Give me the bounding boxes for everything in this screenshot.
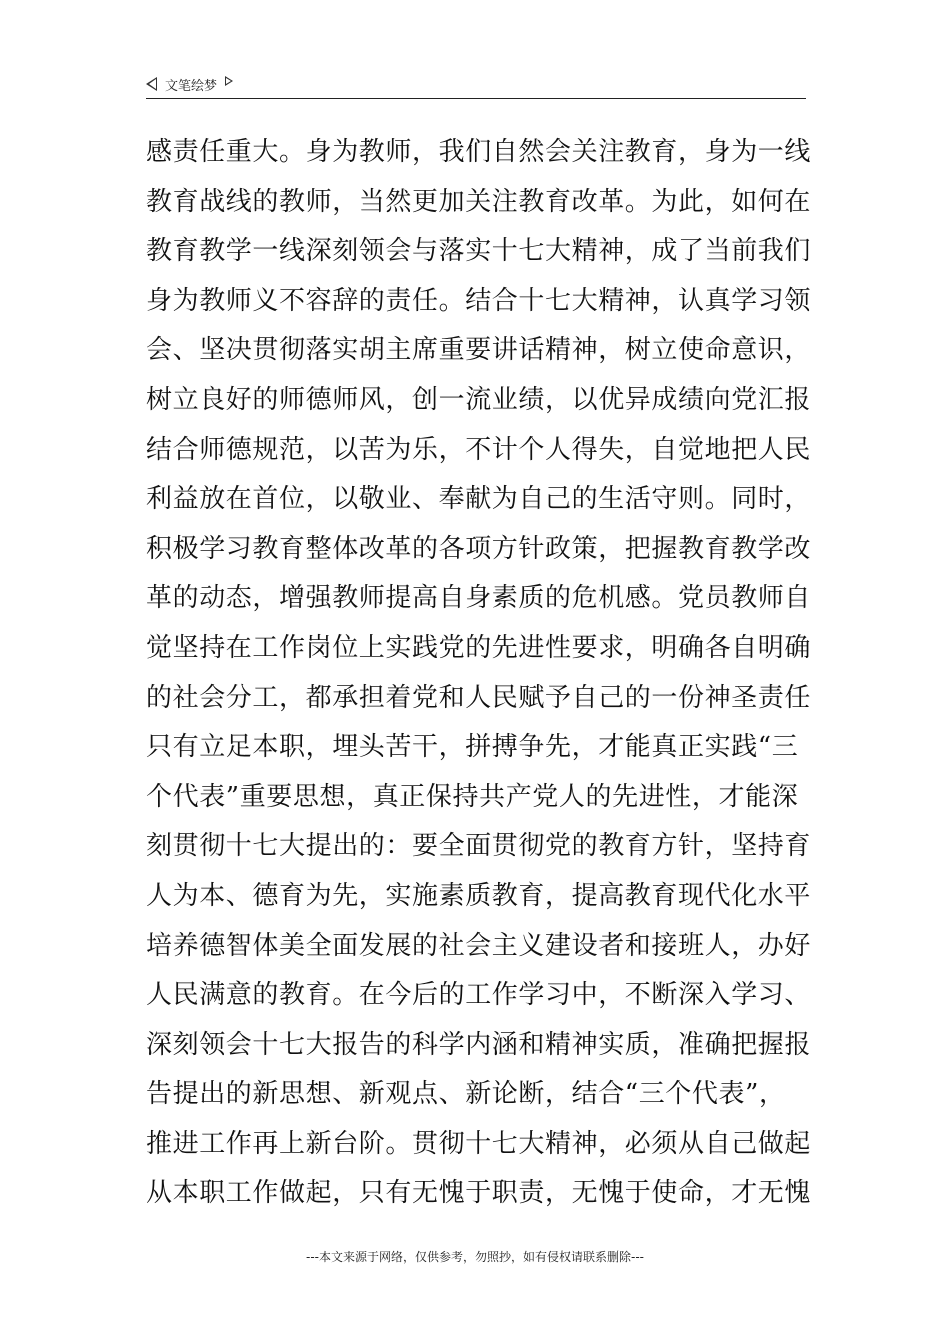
text-line: 只有立足本职，埋头苦干，拼搏争先，才能真正实践“三 xyxy=(146,732,799,763)
text-line: 告提出的新思想、新观点、新论断，结合“三个代表”， xyxy=(146,1079,786,1110)
triangle-left-icon xyxy=(146,77,157,91)
header-title: 文笔绘梦 xyxy=(165,78,218,94)
page-header xyxy=(146,74,806,99)
text-line: 教育教学一线深刻领会与落实十七大精神，成了当前我们 xyxy=(146,236,812,267)
text-line: 利益放在首位，以敬业、奉献为自己的生活守则。同时， xyxy=(146,484,812,515)
text-line: 教育战线的教师，当然更加关注教育改革。为此，如何在 xyxy=(146,186,812,217)
text-line: 人为本、德育为先，实施素质教育，提高教育现代化水平 xyxy=(146,880,812,911)
text-line: 深刻领会十七大报告的科学内涵和精神实质，准确把握报 xyxy=(146,1029,812,1060)
page-footer: ---本文来源于网络，仅供参考，勿照抄，如有侵权请联系删除--- xyxy=(306,1250,644,1264)
text-line: 培养德智体美全面发展的社会主义建设者和接班人，办好 xyxy=(146,930,812,961)
text-line: 个代表”重要思想，真正保持共产党人的先进性，才能深 xyxy=(146,781,799,812)
text-line: 刻贯彻十七大提出的：要全面贯彻党的教育方针，坚持育 xyxy=(146,831,812,862)
text-line: 革的动态，增强教师提高自身素质的危机感。党员教师自 xyxy=(146,583,812,614)
text-line: 树立良好的师德师风，创一流业绩，以优异成绩向党汇报 xyxy=(146,384,812,415)
text-line: 觉坚持在工作岗位上实践党的先进性要求，明确各自明确 xyxy=(146,632,812,663)
body-text xyxy=(146,128,810,1219)
text-line: 推进工作再上新台阶。贯彻十七大精神，必须从自己做起 xyxy=(146,1128,812,1159)
text-line: 积极学习教育整体改革的各项方针政策，把握教育教学改 xyxy=(146,533,812,564)
text-line: 结合师德规范，以苦为乐，不计个人得失，自觉地把人民 xyxy=(146,434,812,465)
triangle-right-icon xyxy=(225,76,233,86)
text-line: 会、坚决贯彻落实胡主席重要讲话精神，树立使命意识， xyxy=(146,335,812,366)
text-line: 身为教师义不容辞的责任。结合十七大精神，认真学习领 xyxy=(146,285,812,316)
text-line: 人民满意的教育。在今后的工作学习中，不断深入学习、 xyxy=(146,980,812,1011)
text-line: 的社会分工，都承担着党和人民赋予自己的一份神圣责任 xyxy=(146,682,812,713)
text-line: 感责任重大。身为教师，我们自然会关注教育，身为一线 xyxy=(146,137,812,167)
header-bar xyxy=(146,74,806,94)
text-line: 从本职工作做起，只有无愧于职责，无愧于使命，才无愧 xyxy=(146,1178,812,1209)
